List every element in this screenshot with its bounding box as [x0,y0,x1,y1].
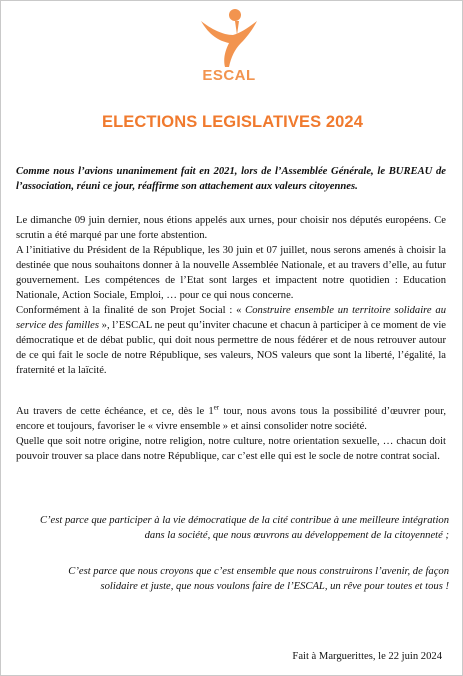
page-title: ELECTIONS LEGISLATIVES 2024 [102,113,363,131]
paragraph-first-round-start: Au travers de cette échéance, et ce, dès le 1 [16,406,214,417]
paragraph-european-vote: Le dimanche 09 juin dernier, nous étions appelés aux urnes, pour choisir nos députés européens. Ce scrutin a été marqué par une forte abstention. [16,215,446,241]
paragraph-social-project-end: », l’ESCAL ne peut qu’inviter chacune et chacun à participer à ce moment de vie démocratique et de débat public, qui doit nous permettre de nous fédérer et de nous retrouver autour de ce qui fait le socle de notre République, ses valeurs, NOS valeurs que sont la liberté, l’égalité, la fraternité et la laïcité. [16,320,446,376]
signature-line: Fait à Marguerittes, le 22 juin 2024 [292,651,442,662]
intro-statement: Comme nous l’avions unanimement fait en 2021, lors de l’Assemblée Générale, le BUREAU de l’association, réuni ce jour, réaffirme son attachement aux valeurs citoyennes. [16,166,446,192]
ordinal-superscript: er [213,403,220,412]
paragraph-inclusion: Quelle que soit notre origine, notre religion, notre culture, notre orientation sexuelle, … chacun doit pouvoir trouver sa place dans notre République, car c’est elle qui est le socle de notre contrat social. [16,436,446,462]
logo-text: ESCAL [202,67,256,84]
paragraph-legislative-elections: A l’initiative du Président de la République, les 30 juin et 07 juillet, nous serons amenés à choisir la destinée que nous souhaitons donner à la nouvelle Assemblée Nationale, et au travers d’elle, au futur gouvernement. Les compétences de l’Etat sont larges et impactent notre quotidien : Education Nationale, Action Sociale, Emploi, … pour ce qui nous concerne. [16,245,446,301]
social-project-quote: Construire ensemble un territoire solidaire au service des familles [16,305,446,331]
paragraph-social-project-start: Conformément à la finalité de son Projet Social : « [16,305,246,316]
paragraph-first-round-end: tour, nous avons tous la possibilité d’œuvrer pour, encore et toujours, favoriser le « vivre ensemble » et ainsi consolider notre société. [16,406,446,432]
escal-figure-icon [195,7,263,69]
closing-text-1: C’est parce que participer à la vie démocratique de la cité contribue à une meilleure intégration dans la société, que nous œuvrons au développement de la citoyenneté ; [39,515,449,541]
paragraph-first-round [16,404,446,434]
closing-text-2: C’est parce que nous croyons que c’est ensemble que nous construirons l’avenir, de façon solidaire et juste, que nous voulons faire de l’ESCAL, un rêve pour toutes et tous ! [68,566,449,592]
closing-statement-2 [39,564,449,594]
paragraph-social-project [16,303,446,378]
escal-logo [189,7,269,85]
body-section-2 [16,404,446,464]
body-section-1 [16,213,446,378]
closing-statement-1 [39,513,449,543]
